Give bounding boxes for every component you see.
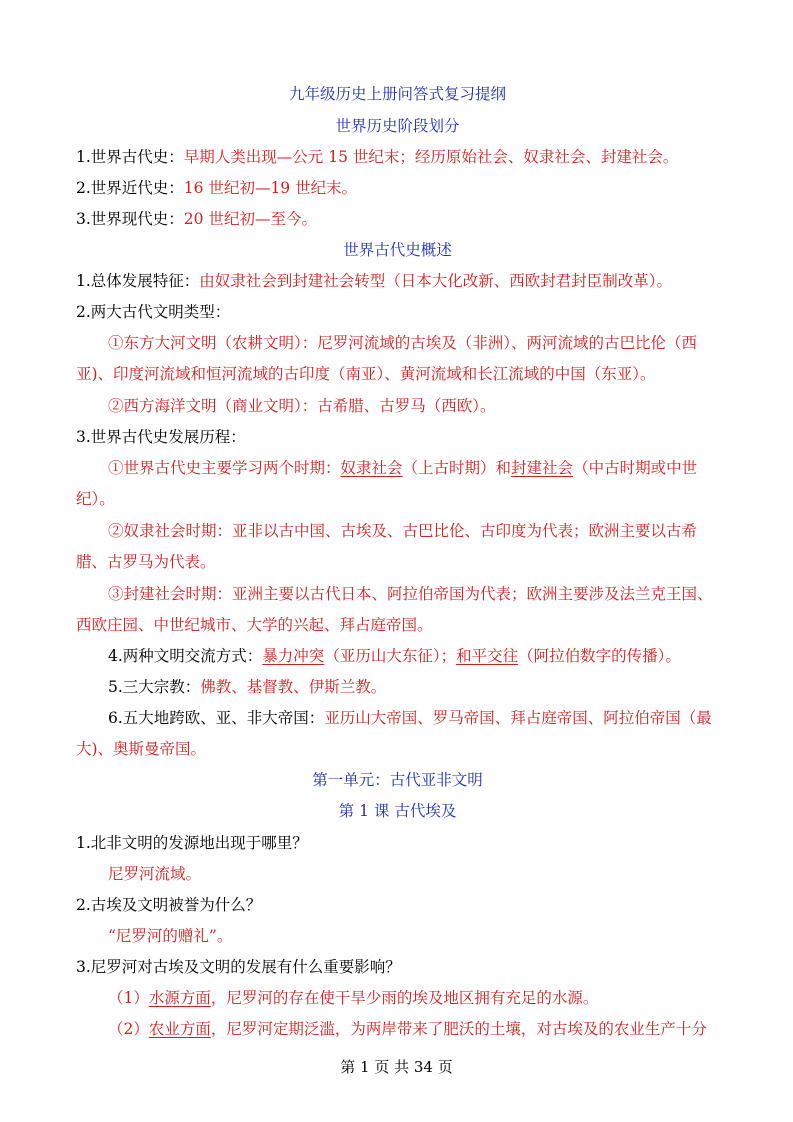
page-footer: 第 1 页 共 34 页 (340, 1058, 453, 1076)
section-heading-periods: 世界历史阶段划分 (335, 117, 460, 135)
question-2: 2.古埃及文明被誉为什么？ (76, 896, 262, 914)
answer-3-item-1: （1）水源方面，尼罗河的存在使干旱少雨的埃及地区拥有充足的水源。 (108, 989, 599, 1007)
course-periods-line1: ①世界古代史主要学习两个时期：奴隶社会（上古时期）和封建社会（中古时期或中世 (108, 459, 698, 477)
question-1: 1.北非文明的发源地出现于哪里？ (76, 834, 308, 852)
slave-society-line1: ②奴隶社会时期：亚非以古中国、古埃及、古巴比伦、古印度为代表；欧洲主要以古希 (108, 522, 698, 540)
civilization-types-label: 2.两大古代文明类型： (76, 303, 231, 321)
western-civ: ②西方海洋文明（商业文明）：古希腊、古罗马（西欧）。 (108, 397, 496, 415)
overview-feature: 1.总体发展特征：由奴隶社会到封建社会转型（日本大化改新、西欧封君封臣制改革）。 (76, 272, 673, 290)
slave-society-line2: 腊、古罗马为代表。 (76, 553, 216, 571)
answer-1: 尼罗河流域。 (108, 865, 202, 883)
period-ancient: 1.世界古代史：早期人类出现—公元 15 世纪末；经历原始社会、奴隶社会、封建社会。 (76, 148, 679, 166)
lesson-heading: 第 1 课 古代埃及 (338, 802, 457, 820)
five-empires-line2: 大)、奥斯曼帝国。 (76, 740, 207, 758)
three-religions: 5.三大宗教：佛教、基督教、伊斯兰教。 (108, 678, 387, 696)
course-periods-line2: 纪）。 (76, 490, 115, 508)
feudal-society-line1: ③封建社会时期：亚洲主要以古代日本、阿拉伯帝国为代表；欧洲主要涉及法兰克王国、 (108, 585, 713, 603)
five-empires-line1: 6.五大地跨欧、亚、非大帝国：亚历山大帝国、罗马帝国、拜占庭帝国、阿拉伯帝国（最 (108, 709, 712, 727)
period-modern: 2.世界近代史：16 世纪初—19 世纪末。 (76, 179, 358, 197)
eastern-civ-line1: ①东方大河文明（农耕文明）：尼罗河流域的古埃及（非洲）、两河流域的古巴比伦（西 (108, 334, 698, 352)
eastern-civ-line2: 亚)、印度河流域和恒河流域的古印度（南亚）、黄河流域和长江流域的中国（东亚）。 (76, 365, 656, 383)
question-3: 3.尼罗河对古埃及文明的发展有什么重要影响？ (76, 958, 401, 976)
unit-heading: 第一单元：古代亚非文明 (312, 771, 483, 789)
section-heading-overview: 世界古代史概述 (343, 241, 452, 259)
exchange-modes: 4.两种文明交流方式：暴力冲突（亚历山大东征）；和平交往（阿拉伯数字的传播）。 (108, 647, 681, 665)
course-label: 3.世界古代史发展历程： (76, 428, 246, 446)
period-contemporary: 3.世界现代史：20 世纪初—至今。 (76, 210, 317, 228)
answer-3-item-2: （2）农业方面，尼罗河定期泛滥，为两岸带来了肥沃的土壤，对古埃及的农业生产十分 (108, 1020, 707, 1038)
feudal-society-line2: 西欧庄园、中世纪城市、大学的兴起、拜占庭帝国。 (76, 616, 433, 634)
document-title: 九年级历史上册问答式复习提纲 (288, 85, 506, 103)
answer-2: “尼罗河的赠礼”。 (108, 927, 233, 945)
